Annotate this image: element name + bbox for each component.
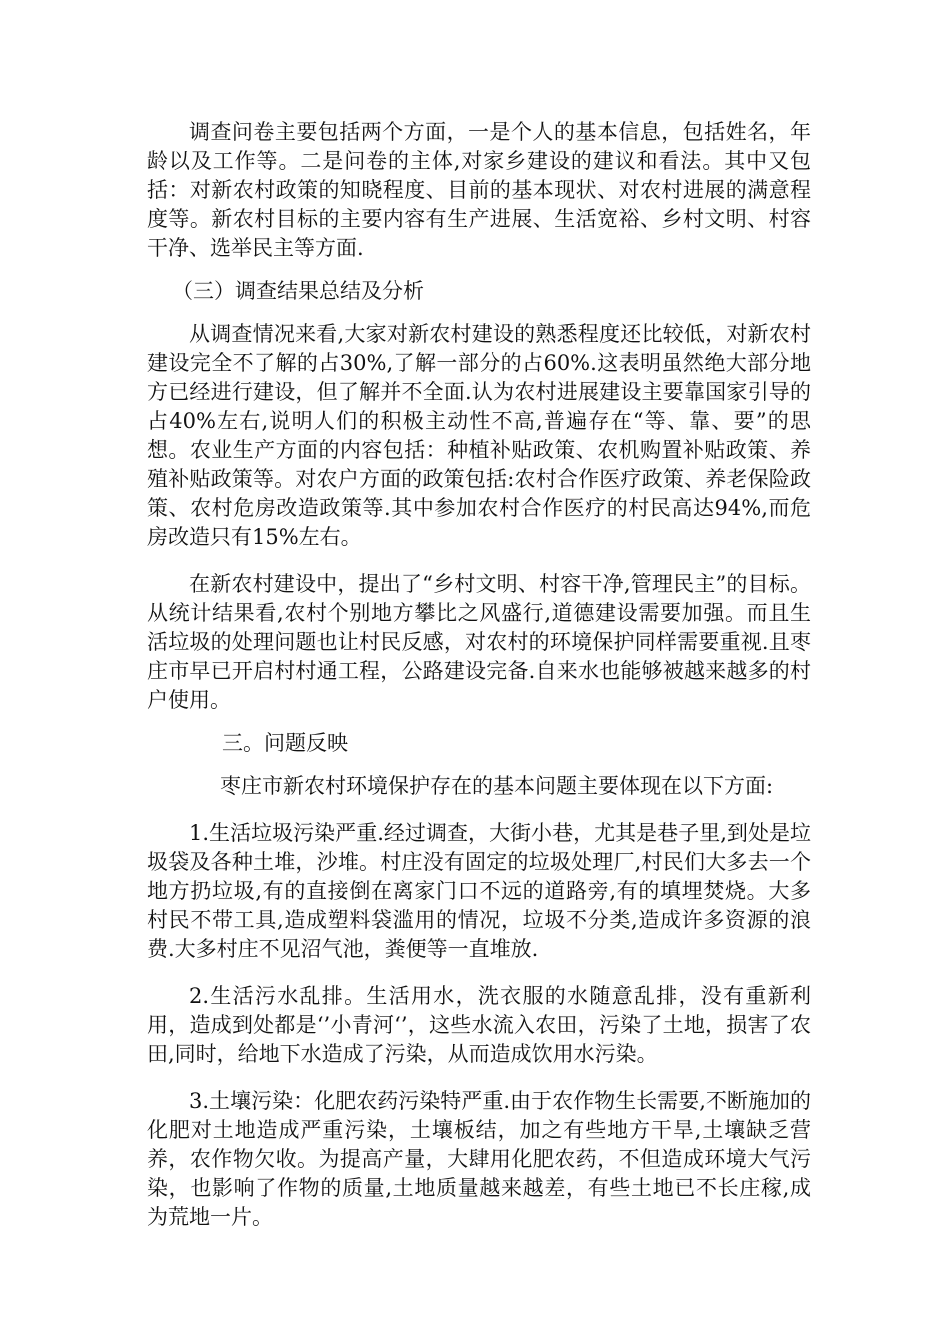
paragraph-problems-intro: 枣庄市新农村环境保护存在的基本问题主要体现在以下方面: (220, 774, 774, 798)
paragraph-new-village-goals: 在新农村建设中，提出了“乡村文明、村容干净,管理民主”的目标。从统计结果看,农村个别地方攀比之风盛行,道德建设需要加强。而且生活垃圾的处理问题也让村民反感，对农村的环境保护同样需要重视.且枣庄市早已开启村村通工程，公路建设完备.自来水也能够被越来越多的村户使用。 (147, 572, 811, 712)
paragraph-survey-content: 调查问卷主要包括两个方面，一是个人的基本信息，包括姓名，年龄以及工作等。二是问卷的主体,对家乡建设的建议和看法。其中又包括：对新农村政策的知晓程度、目前的基本现状、对农村进展的满意程度等。新农村目标的主要内容有生产进展、生活宽裕、乡村文明、村容干净、选举民主等方面. (147, 120, 811, 260)
paragraph-survey-analysis: 从调查情况来看,大家对新农村建设的熟悉程度还比较低，对新农村建设完全不了解的占30%,了解一部分的占60%.这表明虽然绝大部分地方已经进行建设，但了解并不全面.认为农村进展建设主要靠国家引导的占40%左右,说明人们的积极主动性不高,普遍存在“等、靠、要”的思想。农业生产方面的内容包括：种植补贴政策、农机购置补贴政策、养殖补贴政策等。对农户方面的政策包括:农村合作医疗政策、养老保险政策、农村危房改造政策等.其中参加农村合作医疗的村民高达94%,而危房改造只有15%左右。 (147, 322, 811, 549)
list-item-sewage-discharge: 2.生活污水乱排。生活用水，洗衣服的水随意乱排，没有重新利用，造成到处都是‘’小青河‘’，这些水流入农田，污染了土地，损害了农田,同时，给地下水造成了污染，从而造成饮用水污染。 (147, 984, 811, 1066)
document-page (147, 118, 811, 1232)
heading-survey-results: （三）调查结果总结及分析 (172, 279, 424, 303)
heading-problems: 三。问题反映 (222, 731, 348, 755)
list-item-soil-pollution: 3.土壤污染：化肥农药污染特严重.由于农作物生长需要,不断施加的化肥对土地造成严重污染，土壤板结，加之有些地方干旱,土壤缺乏营养，农作物欠收。为提高产量，大肆用化肥农药，不但造成环境大气污染，也影响了作物的质量,土地质量越来越差，有些土地已不长庄稼,成为荒地一片。 (147, 1089, 811, 1229)
list-item-garbage-pollution: 1.生活垃圾污染严重.经过调查，大街小巷，尤其是巷子里,到处是垃圾袋及各种土堆，沙堆。村庄没有固定的垃圾处理厂,村民们大多去一个地方扔垃圾,有的直接倒在离家门口不远的道路旁,有的填埋焚烧。大多村民不带工具,造成塑料袋滥用的情况，垃圾不分类,造成许多资源的浪费.大多村庄不见沼气池，粪便等一直堆放. (147, 821, 811, 961)
